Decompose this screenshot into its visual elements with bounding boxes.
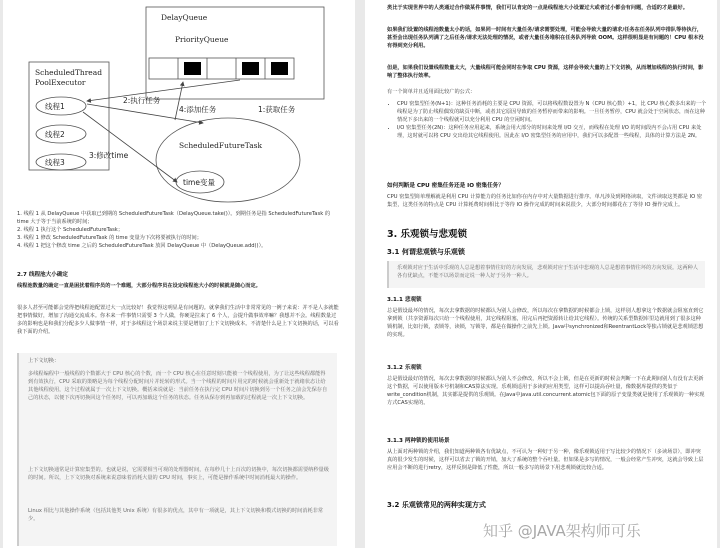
quote-paragraph: Linux 相比与其他操作系统（包括其他类 Unix 系统）有很多的优点，其中有一项就是，其上下文切换和模式切换的时间消耗非常少。	[28, 508, 324, 522]
delay-queue-label: DelayQueue	[161, 13, 208, 22]
queue-item	[242, 62, 259, 75]
future-task-node	[156, 118, 300, 202]
time-var-label: time变量	[183, 178, 215, 187]
formula-list	[387, 100, 709, 140]
paragraph: 类比于实现世界中的人类通过合作做某件事情，我们可以肯定的一点是线程池大小设置过大或者过小都会有问题，合适的才是最好。	[387, 5, 688, 11]
step-item: 3. 线程 1 修改 ScheduledFutureTask 的 time 变量为下次将要被执行的时间；	[17, 235, 202, 241]
steps-list	[17, 210, 337, 250]
edge-exec-label: 2:执行任务	[123, 96, 161, 105]
scheduled-thread-pool-diagram	[3, 0, 355, 206]
right-page	[365, 0, 717, 548]
paragraph: CPU 密集型简单理解就是利用 CPU 计算能力的任务比如你在内存中对大量数据进行排序。单凡涉及到网络读取，文件读取这类都是 IO 密集型，这类任务的特点是 CPU 计算耗费时间相比于等待 IO 操作完成的时间来说很少，大部分时间都花在了等待 IO 操作完成上。	[387, 194, 703, 208]
queue-item	[271, 62, 288, 75]
quote-paragraph: 乐观锁对应于生活中乐观的人总是想着事情往好的方向发展，悲观锁对应于生活中悲观的人总是想着事情往坏的方向发展。这两种人各有优缺点，不能不以场景而定说一种人好于另外一种人。	[397, 265, 698, 279]
executor-label: ScheduledThread PoolExecutor	[35, 68, 103, 87]
step-item: 1. 线程 1 从 DelayQueue 中获取已到期的 ScheduledFutureTask（DelayQueue.take()）。到期任务是指 ScheduledFutureTask 的 time 大于等于当前系统的时间；	[17, 211, 331, 225]
edge-modify-label: 3:修改time	[89, 151, 129, 160]
section-2-7-heading: 2.7 线程池大小确定	[17, 272, 69, 278]
lock-quote	[387, 261, 705, 288]
question-heading: 如何判断是 CPU 密集任务还是 IO 密集任务？	[387, 183, 504, 189]
step-item: 4. 线程 1 把这个修改 time 之后的 ScheduledFutureTask 放回 DelayQueue 中（DelayQueue.add()）。	[17, 243, 267, 249]
edge-add-label: 4:添加任务	[179, 105, 217, 114]
quote-paragraph: 多线程编程中一般线程的个数都大于 CPU 核心的个数，而一个 CPU 核心在任意时刻只能被一个线程使用，为了让这些线程都能得到有效执行，CPU 采取的策略是为每个线程分配时间片并轮转的形式。当一个线程的时间片用完的时候就会重新处于就绪状态让给其他线程使用，这个过程就属于一次上下文切换。概括来说就是：当前任务在执行完 CPU 时间片切换到另一个任务之前会先保存自己的状态，以便下次再切换回这个任务时，可以再加载这个任务的状态。任务从保存到再加载的过程就是一次上下文切换。	[28, 371, 328, 401]
paragraph: 很多人甚至可能都会觉得把线程池配置过大一点比较好！我觉得这明显是有问题的。就拿我们生活中非常常见的一例子来说：并不是人多就能把事情做好，增加了沟通交流成本。你本来一件事情只需要 3 个人做，你硬是拉来了 6 个人，会提升做事效率嘛？我想并不会。线程数量过多的影响也是和我们分配多少人做事情一样，对于多线程这个场景来说主要是增加了上下文切换成本。不清楚什么是上下文切换的话，可以看我下面的介绍。	[17, 305, 339, 335]
thread2-label: 线程2	[45, 130, 65, 139]
paragraph: 如果我们设置的线程池数量太小的话，如果同一时间有大量任务/请求需要处理，可能会导致大量的请求/任务在任务队列中排队等待执行，甚至会出现任务队列满了之后任务/请求无法处理的情况，或者大量任务堆积在任务队列导致 OOM。这样很明显是有问题的！CPU 根本没有得到充分利用。	[387, 27, 704, 49]
edge-get-label: 1:获取任务	[258, 105, 296, 114]
paragraph: 从上面对两种锁的介绍，我们知道两种锁各有优缺点，不可认为一种好于另一种，像乐观锁适用于写比较少的情况下（多读场景），即冲突真的很少发生的时候，这样可以省去了锁的开销，加大了系统的整个吞吐量。但如果是多写的情况，一般会经常产生冲突，这就会导致上层应用会不断的进行retry，这样反倒是降低了性能，所以一般多写的场景下用悲观锁就比较合适。	[387, 449, 704, 471]
paragraph: 线程池数量的确定一直是困扰着程序员的一个难题，大部分程序员在设定线程池大小的时候就是随心而定。	[17, 283, 261, 289]
section-3-1-1-heading: 3.1.1 悲观锁	[387, 297, 422, 303]
priority-queue-label: PriorityQueue	[175, 35, 229, 44]
paragraph: 有一个简单并且适用面比较广的公式：	[387, 89, 476, 95]
context-switch-quote	[17, 353, 337, 546]
list-item: • CPU 密集型任务(N+1)：这种任务消耗的主要是 CPU 资源，可以将线程数设置为 N（CPU 核心数）+1，比 CPU 核心数多出来的一个线程是为了防止线程偶发的缺页中断，或者其它原因导致的任务暂停而带来的影响。一旦任务暂停，CPU 就会处于空闲状态，而在这种情况下多出来的一个线程就可以充分利用 CPU 的空闲时间。	[397, 100, 709, 124]
step-item: 2. 线程 1 执行这个 ScheduledFutureTask；	[17, 227, 124, 233]
section-3-1-heading: 3.1 何谓悲观锁与乐观锁	[387, 248, 465, 256]
paragraph: 总是假设最好的情况，每次去拿数据的时候都认为别人不会修改，所以不会上锁，但是在更新的时候会判断一下在此期间别人有没有去更新这个数据，可以使用版本号机制和CAS算法实现。乐观锁适用于多读的应用类型，这样可以提高吞吐量，像数据库提供的类似于write_condition机制，其实都是提供的乐观锁。在Java中java.util.concurrent.atomic包下面的原子变量类就是使用了乐观锁的一种实现方式CAS实现的。	[387, 376, 705, 406]
section-3-1-2-heading: 3.1.2 乐观锁	[387, 365, 422, 371]
quote-paragraph: 上下文切换通常是计算密集型的。也就是说，它需要相当可观的处理器时间，在每秒几十上百次的切换中，每次切换都需要纳秒量级的时间。所以，上下文切换对系统来说意味着消耗大量的 CPU 时间，事实上，可能是操作系统中时间消耗最大的操作。	[28, 467, 329, 481]
future-task-label: ScheduledFutureTask	[179, 141, 263, 150]
section-3-heading: 3. 乐观锁与悲观锁	[387, 229, 468, 240]
watermark: 知乎 @JAVA架构师可乐	[483, 522, 641, 540]
left-page	[3, 0, 355, 548]
queue-item	[184, 62, 201, 75]
section-3-1-3-heading: 3.1.3 两种锁的使用场景	[387, 438, 450, 444]
thread1-label: 线程1	[45, 102, 65, 111]
quote-title: 上下文切换：	[28, 358, 60, 364]
section-3-2-heading: 3.2 乐观锁常见的两种实现方式	[387, 501, 486, 509]
thread3-label: 线程3	[45, 158, 65, 167]
paragraph: 但是，如果我们设置线程数量太大，大量线程可能会同时在争取 CPU 资源，这样会导致大量的上下文切换，从而增加线程的执行时间，影响了整体执行效率。	[387, 65, 704, 79]
paragraph: 总是假设最坏的情况，每次去拿数据的时候都认为别人会修改，所以每次在拿数据的时候都会上锁，这样别人想拿这个数据就会阻塞直到它拿到锁（共享资源每次只给一个线程使用，其它线程阻塞，用完后再把资源转让给其它线程）。传统的关系型数据库里边就用到了很多这种锁机制，比如行锁，表锁等，读锁，写锁等，都是在做操作之前先上锁。Java中synchronized和ReentrantLock等独占锁就是悲观锁思想的实现。	[387, 308, 704, 338]
list-item: • I/O 密集型任务(2N)：这种任务应用起来，系统会用大部分的时间来处理 I/O 交互，而线程在处理 I/O 的时间段内不会占用 CPU 来处理，这时就可以将 CPU 交出给其它线程使用。因此在 I/O 密集型任务的应用中，我们可以多配置一些线程，具体的计算方法是 2N。	[397, 124, 709, 140]
